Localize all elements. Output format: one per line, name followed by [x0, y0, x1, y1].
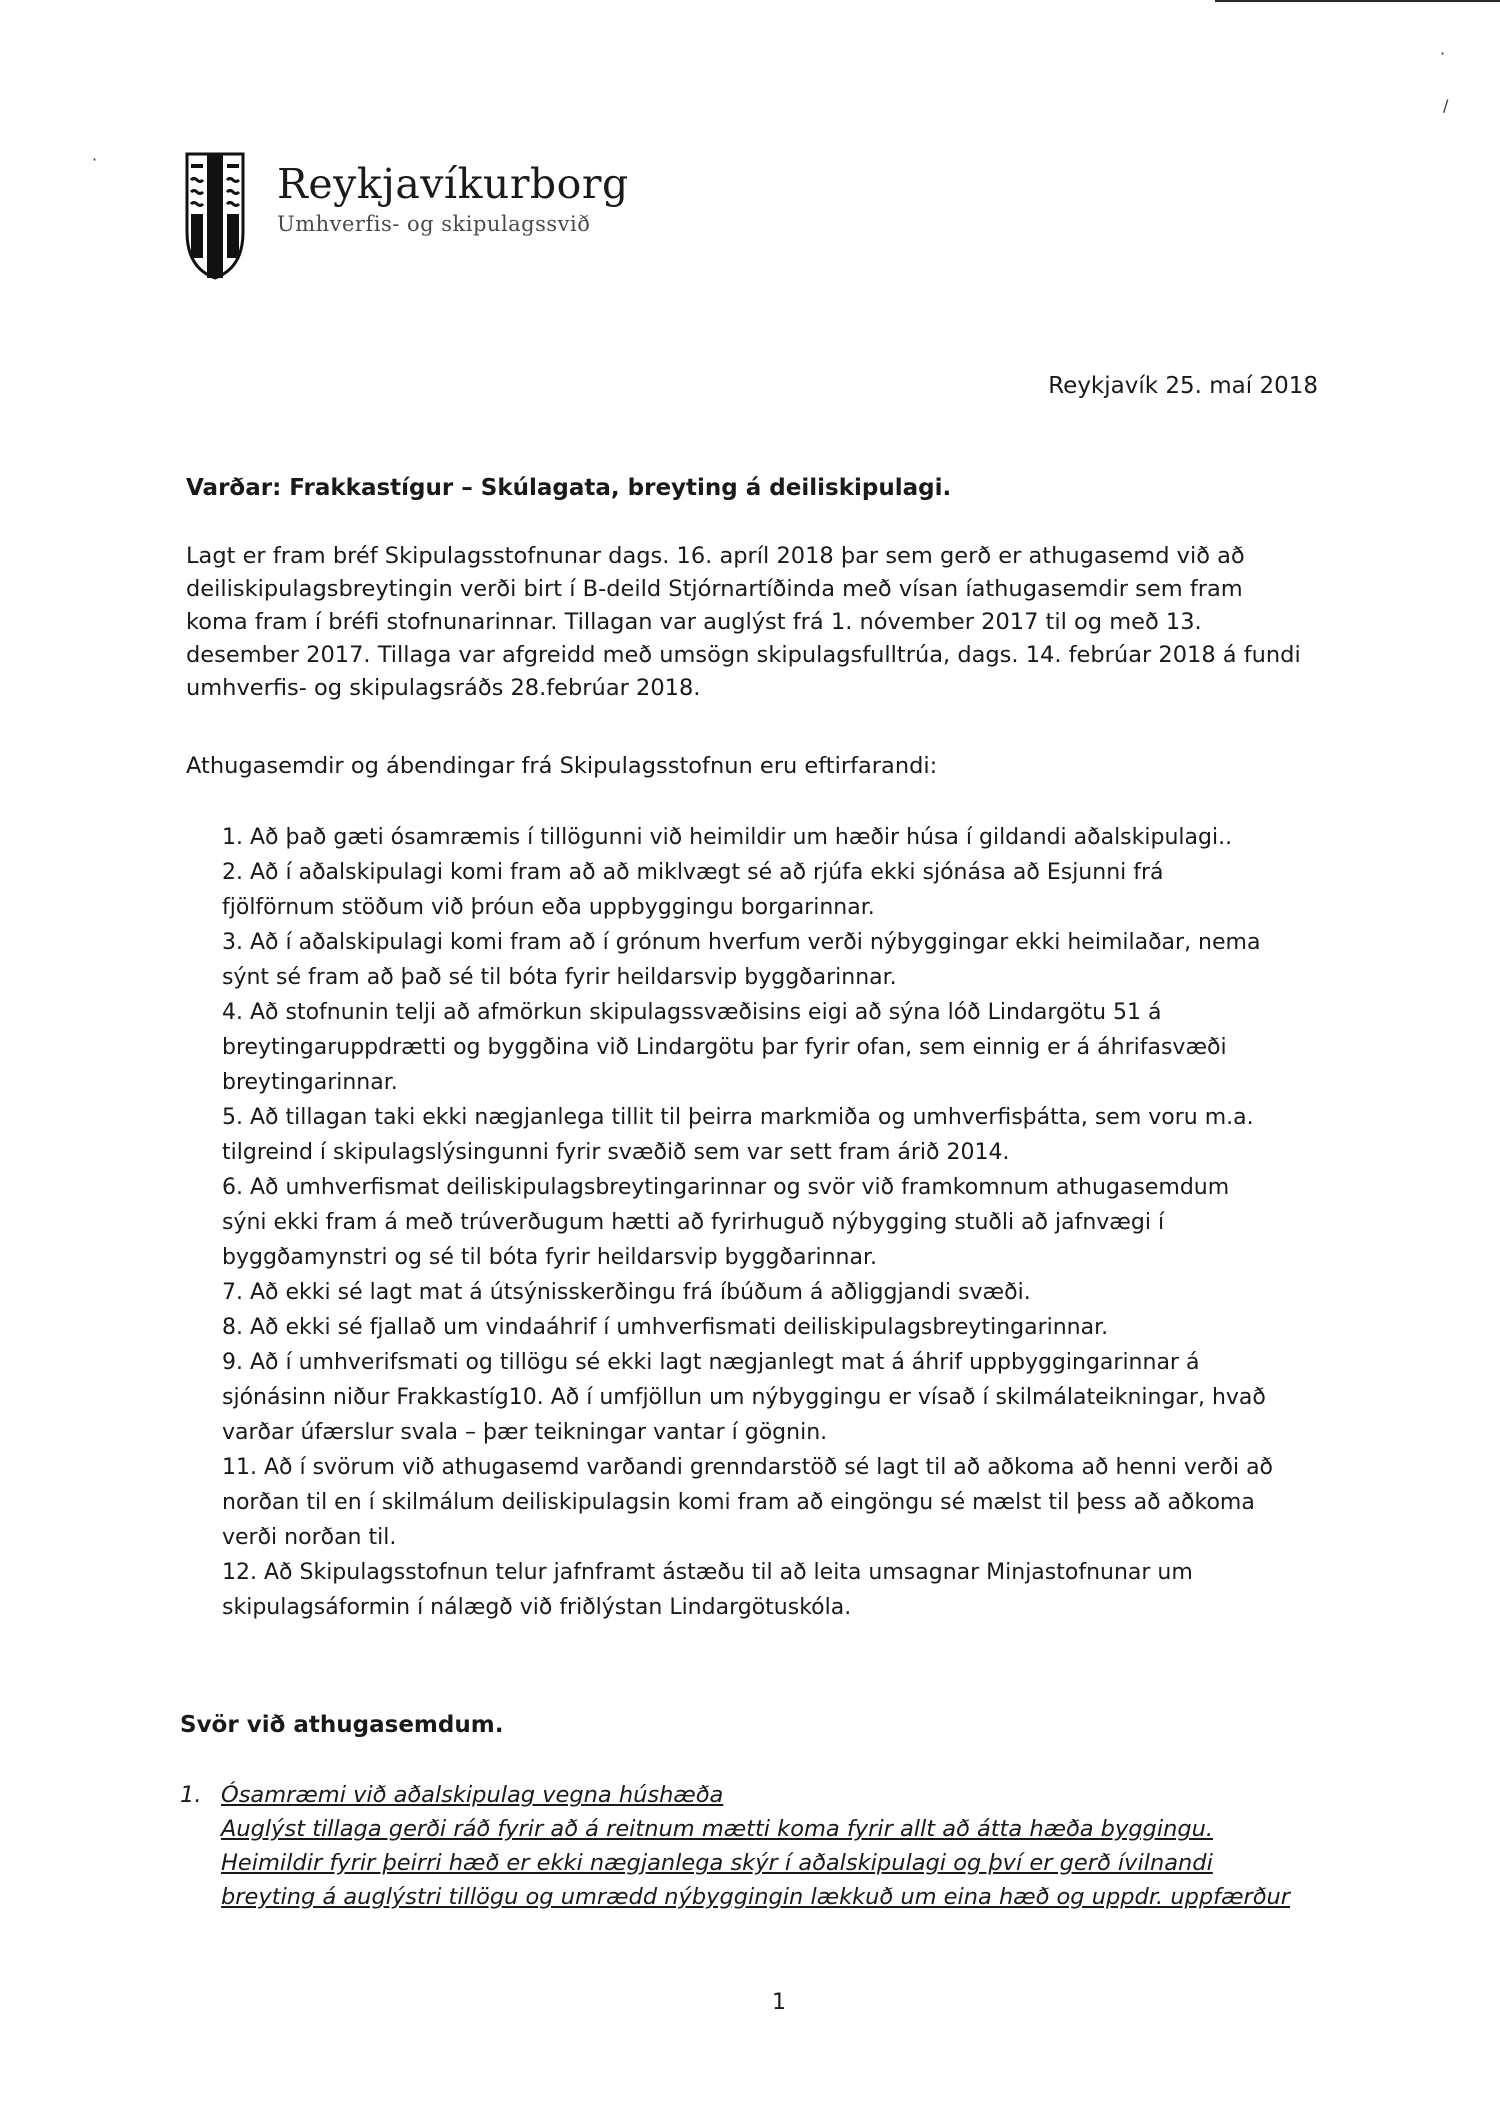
list-item: varðar úfærslur svala – þær teikningar vantar í gögnin. — [222, 1420, 828, 1445]
department-name: Umhverfis- og skipulagssvið — [277, 212, 591, 236]
paragraph-line: deiliskipulagsbreytingin verði birt í B-deild Stjórnartíðinda með vísan íathugasemdir sem fram — [186, 576, 1243, 602]
list-item: 7. Að ekki sé lagt mat á útsýnisskerðingu frá íbúðum á aðliggjandi svæði. — [222, 1280, 1031, 1305]
list-item: 2. Að í aðalskipulagi komi fram að að miklvægt sé að rjúfa ekki sjónása að Esjunni frá — [222, 860, 1164, 885]
list-item: fjölförnum stöðum við þróun eða uppbyggingu borgarinnar. — [222, 895, 875, 920]
scan-speck: · — [1440, 44, 1446, 63]
paragraph-line: Lagt er fram bréf Skipulagsstofnunar dags. 16. apríl 2018 þar sem gerð er athugasemd við að — [186, 543, 1245, 569]
list-item: 3. Að í aðalskipulagi komi fram að í grónum hverfum verði nýbyggingar ekki heimilaðar, nema — [222, 930, 1261, 955]
list-item: 8. Að ekki sé fjallað um vindaáhrif í umhverfismati deiliskipulagsbreytingarinnar. — [222, 1315, 1109, 1340]
list-item: breytingarinnar. — [222, 1070, 398, 1095]
list-item: 12. Að Skipulagsstofnun telur jafnframt ástæðu til að leita umsagnar Minjastofnunar um — [222, 1560, 1193, 1585]
letterhead-text — [277, 160, 629, 236]
scan-speck: / — [1443, 96, 1449, 115]
list-item: verði norðan til. — [222, 1525, 397, 1550]
comments-list — [222, 820, 1332, 1625]
replies-heading: Svör við athugasemdum. — [180, 1712, 504, 1738]
reply-line: breyting á auglýstri tillögu og umrædd nýbyggingin lækkuð um eina hæð og uppdr. uppfærður — [221, 1884, 1290, 1910]
reply-line: Auglýst tillaga gerði ráð fyrir að á reitnum mætti koma fyrir allt að átta hæða byggingu. — [221, 1816, 1214, 1842]
list-item: breytingaruppdrætti og byggðina við Lindargötu þar fyrir ofan, sem einnig er á áhrifasvæði — [222, 1035, 1227, 1060]
paragraph-line: koma fram í bréfi stofnunarinnar. Tillagan var auglýst frá 1. nóvember 2017 til og með 13. — [186, 609, 1202, 635]
comments-heading: Athugasemdir og ábendingar frá Skipulagsstofnun eru eftirfarandi: — [186, 753, 938, 779]
letter-date: Reykjavík 25. maí 2018 — [1048, 373, 1318, 399]
paragraph-line: umhverfis- og skipulagsráðs 28.febrúar 2018. — [186, 675, 701, 701]
list-item: 5. Að tillagan taki ekki nægjanlega tillit til þeirra markmiða og umhverfisþátta, sem voru m.a. — [222, 1105, 1254, 1130]
reply-title: Ósamræmi við aðalskipulag vegna húshæða — [221, 1782, 724, 1808]
list-item: 9. Að í umhverifsmati og tillögu sé ekki lagt nægjanlegt mat á áhrif uppbyggingarinnar á — [222, 1350, 1200, 1375]
list-item: 6. Að umhverfismat deiliskipulagsbreytingarinnar og svör við framkomnum athugasemdum — [222, 1175, 1230, 1200]
reply-body — [221, 1778, 1330, 1914]
list-item: 1. Að það gæti ósamræmis í tillögunni við heimildir um hæðir húsa í gildandi aðalskipulagi.. — [222, 825, 1233, 850]
letterhead — [183, 150, 629, 282]
list-item: norðan til en í skilmálum deiliskipulagsin komi fram að eingöngu sé mælst til þess að aðkoma — [222, 1490, 1255, 1515]
subject-line: Varðar: Frakkastígur – Skúlagata, breyting á deiliskipulagi. — [186, 475, 952, 501]
list-item: 4. Að stofnunin telji að afmörkun skipulagssvæðisins eigi að sýna lóð Lindargötu 51 á — [222, 1000, 1162, 1025]
intro-paragraph — [186, 540, 1326, 705]
reply-item — [180, 1778, 1330, 1914]
paragraph-line: desember 2017. Tillaga var afgreidd með umsögn skipulagsfulltrúa, dags. 14. febrúar 2018 á fundi — [186, 642, 1301, 668]
list-item: byggðamynstri og sé til bóta fyrir heildarsvip byggðarinnar. — [222, 1245, 877, 1270]
organization-name: Reykjavíkurborg — [277, 160, 629, 208]
list-item: sýnt sé fram að það sé til bóta fyrir heildarsvip byggðarinnar. — [222, 965, 897, 990]
top-edge-rule — [1215, 0, 1500, 2]
list-item: 11. Að í svörum við athugasemd varðandi grenndarstöð sé lagt til að aðkoma að henni verði að — [222, 1455, 1274, 1480]
page-number: 1 — [772, 1990, 786, 2015]
reykjavik-crest-icon — [183, 150, 247, 282]
scan-speck: · — [92, 150, 98, 169]
list-item: sýni ekki fram á með trúverðugum hætti að fyrirhuguð nýbygging stuðli að jafnvægi í — [222, 1210, 1165, 1235]
list-item: tilgreind í skipulagslýsingunni fyrir svæðið sem var sett fram árið 2014. — [222, 1140, 1010, 1165]
reply-number: 1. — [180, 1782, 202, 1808]
list-item: sjónásinn niður Frakkastíg10. Að í umfjöllun um nýbyggingu er vísað í skilmálateikningar, hvað — [222, 1385, 1266, 1410]
reply-line: Heimildir fyrir þeirri hæð er ekki nægjanlega skýr í aðalskipulagi og því er gerð ívilnandi — [221, 1850, 1213, 1876]
list-item: skipulagsáformin í nálægð við friðlýstan Lindargötuskóla. — [222, 1595, 852, 1620]
